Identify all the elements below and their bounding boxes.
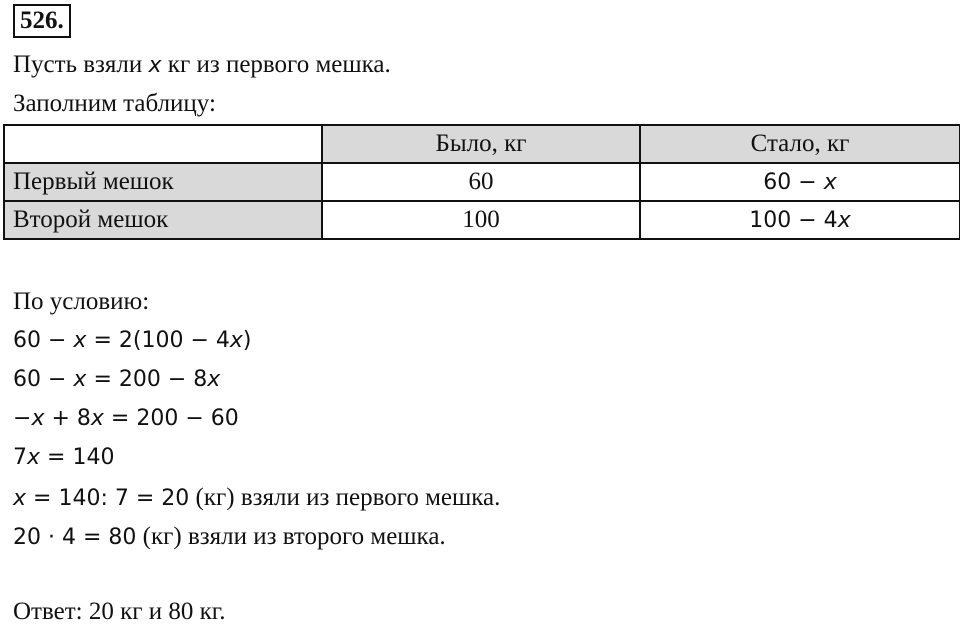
eq-part: ) — [242, 328, 252, 353]
table-header-row — [4, 125, 960, 163]
eq-var: x — [73, 328, 87, 353]
equation-5 — [13, 483, 500, 514]
eq-part: = 140 — [40, 445, 115, 470]
row-label: Второй мешок — [4, 201, 322, 239]
intro-text-2: кг из первого мешка. — [161, 51, 391, 78]
eq-var: x — [31, 406, 45, 431]
eq-part: 60 − — [13, 367, 74, 392]
row-after-var: x — [837, 208, 851, 233]
eq-part: = 2(100 − 4 — [86, 328, 230, 353]
eq-var: x — [229, 328, 243, 353]
table-header-empty — [4, 125, 322, 163]
eq-part: 60 − — [13, 328, 74, 353]
eq-part: 20 · 4 = 80 — [13, 525, 137, 550]
condition-label: По условию: — [13, 288, 150, 315]
eq-text: (кг) взяли из первого мешка. — [189, 484, 501, 511]
eq-part: = 200 − 8 — [86, 367, 208, 392]
equation-1 — [13, 326, 252, 356]
eq-var: x — [207, 367, 221, 392]
row-after-math: 60 − — [763, 170, 824, 195]
row-after-var: x — [823, 170, 837, 195]
eq-part: − — [13, 406, 32, 431]
equation-4 — [13, 443, 114, 473]
eq-var: x — [27, 445, 41, 470]
eq-text: (кг) взяли из второго мешка. — [136, 523, 446, 550]
equation-2 — [13, 365, 220, 395]
answer: Ответ: 20 кг и 80 кг. — [13, 598, 226, 625]
table-header-before: Было, кг — [322, 125, 640, 163]
eq-part: 7 — [13, 445, 27, 470]
table-row — [4, 163, 960, 201]
row-after — [640, 163, 960, 201]
eq-part: = 200 − 60 — [103, 406, 239, 431]
table-row — [4, 201, 960, 239]
problem-number: 526. — [13, 4, 71, 38]
eq-part: + 8 — [44, 406, 91, 431]
intro-line-1 — [13, 50, 391, 81]
eq-var: x — [90, 406, 104, 431]
row-before: 100 — [322, 201, 640, 239]
equation-6 — [13, 522, 446, 553]
row-label: Первый мешок — [4, 163, 322, 201]
intro-line-2: Заполним таблицу: — [13, 90, 216, 117]
variable-x: x — [148, 53, 162, 78]
eq-var: x — [13, 486, 27, 511]
eq-part: = 140: 7 = 20 — [26, 486, 190, 511]
row-before: 60 — [322, 163, 640, 201]
row-after — [640, 201, 960, 239]
intro-text-1: Пусть взяли — [13, 51, 149, 78]
table-header-after: Стало, кг — [640, 125, 960, 163]
equation-3 — [13, 404, 239, 434]
data-table — [3, 124, 960, 240]
eq-var: x — [73, 367, 87, 392]
row-after-math: 100 − 4 — [749, 208, 838, 233]
